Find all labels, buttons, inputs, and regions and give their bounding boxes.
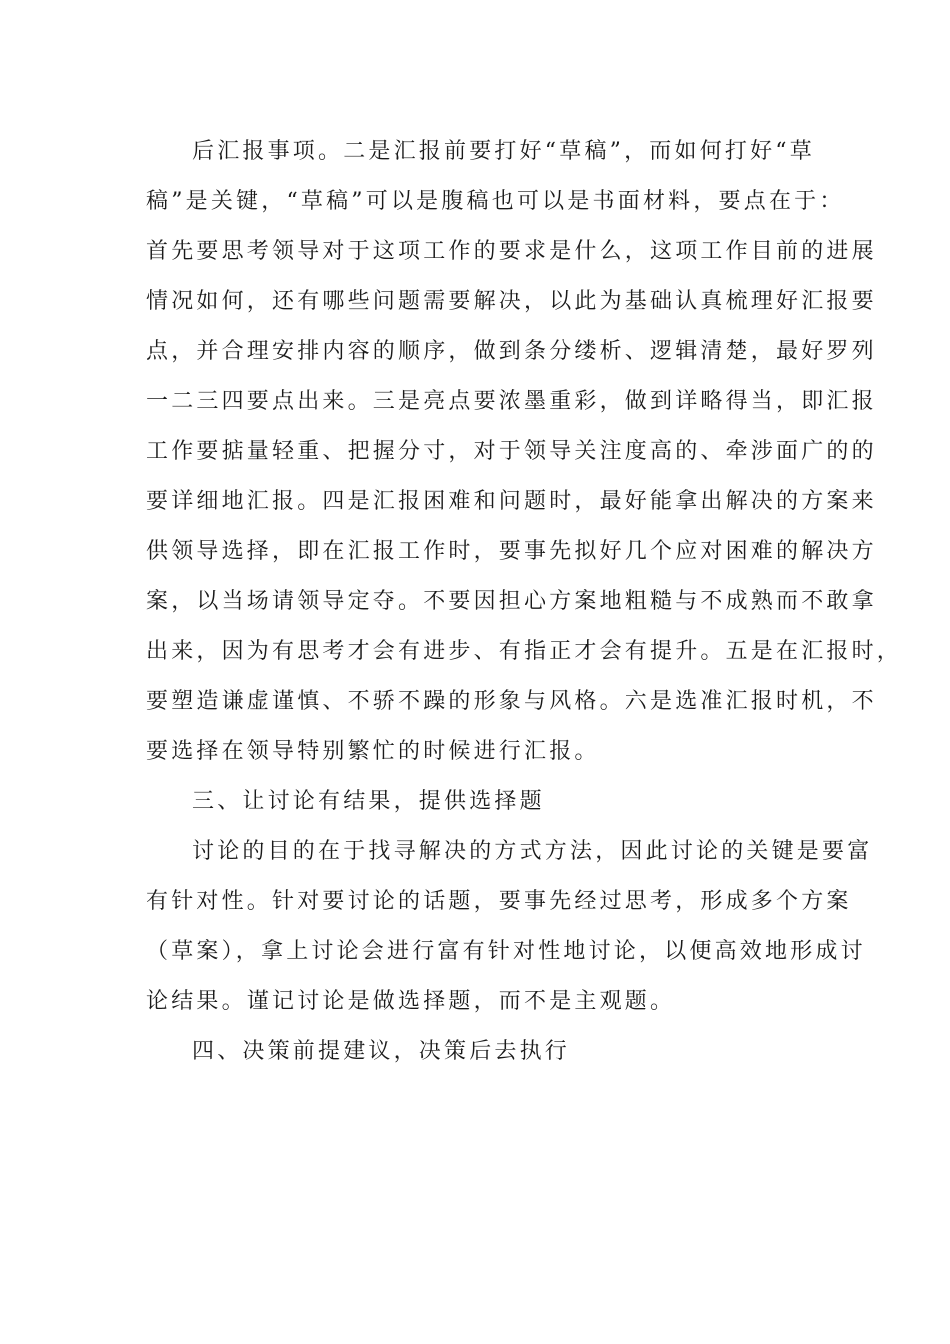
paragraph-line: （草案），拿上讨论会进行富有针对性地讨论，以便高效地形成讨 bbox=[146, 939, 866, 964]
paragraph-line: 案，以当场请领导定夺。不要因担心方案地粗糙与不成熟而不敢拿 bbox=[146, 589, 877, 614]
paragraph-line: 后汇报事项。二是汇报前要打好“草稿”，而如何打好“草 bbox=[192, 139, 815, 164]
paragraph-line: 有针对性。针对要讨论的话题，要事先经过思考，形成多个方案 bbox=[146, 889, 852, 914]
paragraph-line: 首先要思考领导对于这项工作的要求是什么，这项工作目前的进展 bbox=[146, 239, 877, 264]
paragraph-line: 要塑造谦虚谨慎、不骄不躁的形象与风格。六是选准汇报时机，不 bbox=[146, 689, 877, 714]
section-heading: 四、决策前提建议，决策后去执行 bbox=[192, 1039, 571, 1064]
paragraph-line: 出来，因为有思考才会有进步、有指正才会有提升。五是在汇报时， bbox=[146, 639, 903, 664]
paragraph-line: 情况如何，还有哪些问题需要解决，以此为基础认真梳理好汇报要 bbox=[146, 289, 877, 314]
document-body bbox=[146, 127, 903, 1077]
paragraph-line: 点，并合理安排内容的顺序，做到条分缕析、逻辑清楚，最好罗列 bbox=[146, 339, 877, 364]
paragraph-line: 讨论的目的在于找寻解决的方式方法，因此讨论的关键是要富 bbox=[192, 839, 873, 864]
paragraph-line: 论结果。谨记讨论是做选择题，而不是主观题。 bbox=[146, 989, 676, 1014]
paragraph-line: 一二三四要点出来。三是亮点要浓墨重彩，做到详略得当，即汇报 bbox=[146, 389, 877, 414]
paragraph-line: 供领导选择，即在汇报工作时，要事先拟好几个应对困难的解决方 bbox=[146, 539, 877, 564]
section-heading: 三、让讨论有结果，提供选择题 bbox=[192, 789, 545, 814]
paragraph-line: 要详细地汇报。四是汇报困难和问题时，最好能拿出解决的方案来 bbox=[146, 489, 877, 514]
paragraph-line: 要选择在领导特别繁忙的时候进行汇报。 bbox=[146, 739, 600, 764]
paragraph-line: 工作要掂量轻重、把握分寸，对于领导关注度高的、牵涉面广的的 bbox=[146, 439, 877, 464]
paragraph-line: 稿”是关键，“草稿”可以是腹稿也可以是书面材料，要点在于： bbox=[146, 189, 845, 214]
